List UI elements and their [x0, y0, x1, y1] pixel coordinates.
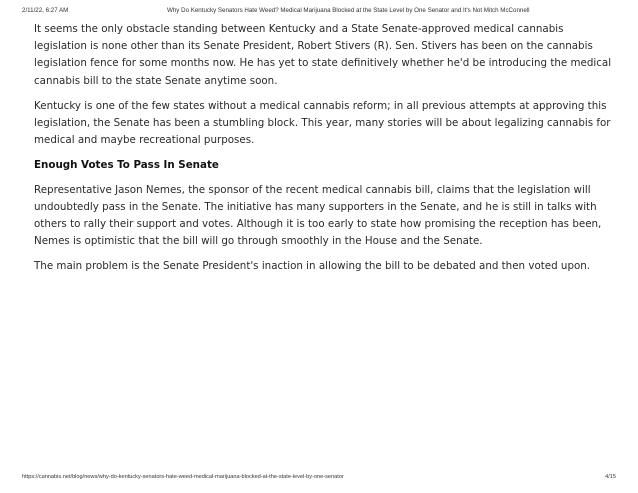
- article-body: [34, 21, 614, 284]
- paragraph-3: Representative Jason Nemes, the sponsor of the recent medical cannabis bill, claims that the legislation will undoubtedly pass in the Senate. The initiative has many supporters in the Senate, and he is still in talks with others to rally their support and votes. Although it is too early to state how promising the reception has been, Nemes is optimistic that the bill will go through smoothly in the House and the Senate.: [34, 183, 602, 248]
- paragraph-1: It seems the only obstacle standing between Kentucky and a State Senate-approved medical cannabis legislation is none other than its Senate President, Robert Stivers (R). Sen. Stivers has been on the cannabis legislation fence for some months now. He has yet to state definitively whether he'd be introducing the medical cannabis bill to the state Senate anytime soon.: [34, 23, 612, 87]
- paragraph-2: Kentucky is one of the few states without a medical cannabis reform; in all previous attempts at approving this legislation, the Senate has been a stumbling block. This year, many stories will be about legalizing cannabis for medical and maybe recreational purposes.: [34, 99, 611, 147]
- print-url: https://cannabis.net/blog/news/why-do-kentucky-senators-hate-weed-medical-marijuana-blocked-at-the-state-level-by-one-senator: [22, 474, 344, 480]
- print-footer: [0, 474, 638, 486]
- print-date: 2/11/22, 6:27 AM: [22, 7, 69, 14]
- paragraph-4: The main problem is the Senate President's inaction in allowing the bill to be debated and then voted upon.: [34, 260, 591, 273]
- print-page-title: Why Do Kentucky Senators Hate Weed? Medical Marijuana Blocked at the State Level by One Senator and It's Not Mitch McConnell: [167, 7, 530, 14]
- page-number: 4/15: [605, 474, 616, 480]
- print-header: [0, 7, 638, 19]
- section-heading: Enough Votes To Pass In Senate: [34, 159, 219, 172]
